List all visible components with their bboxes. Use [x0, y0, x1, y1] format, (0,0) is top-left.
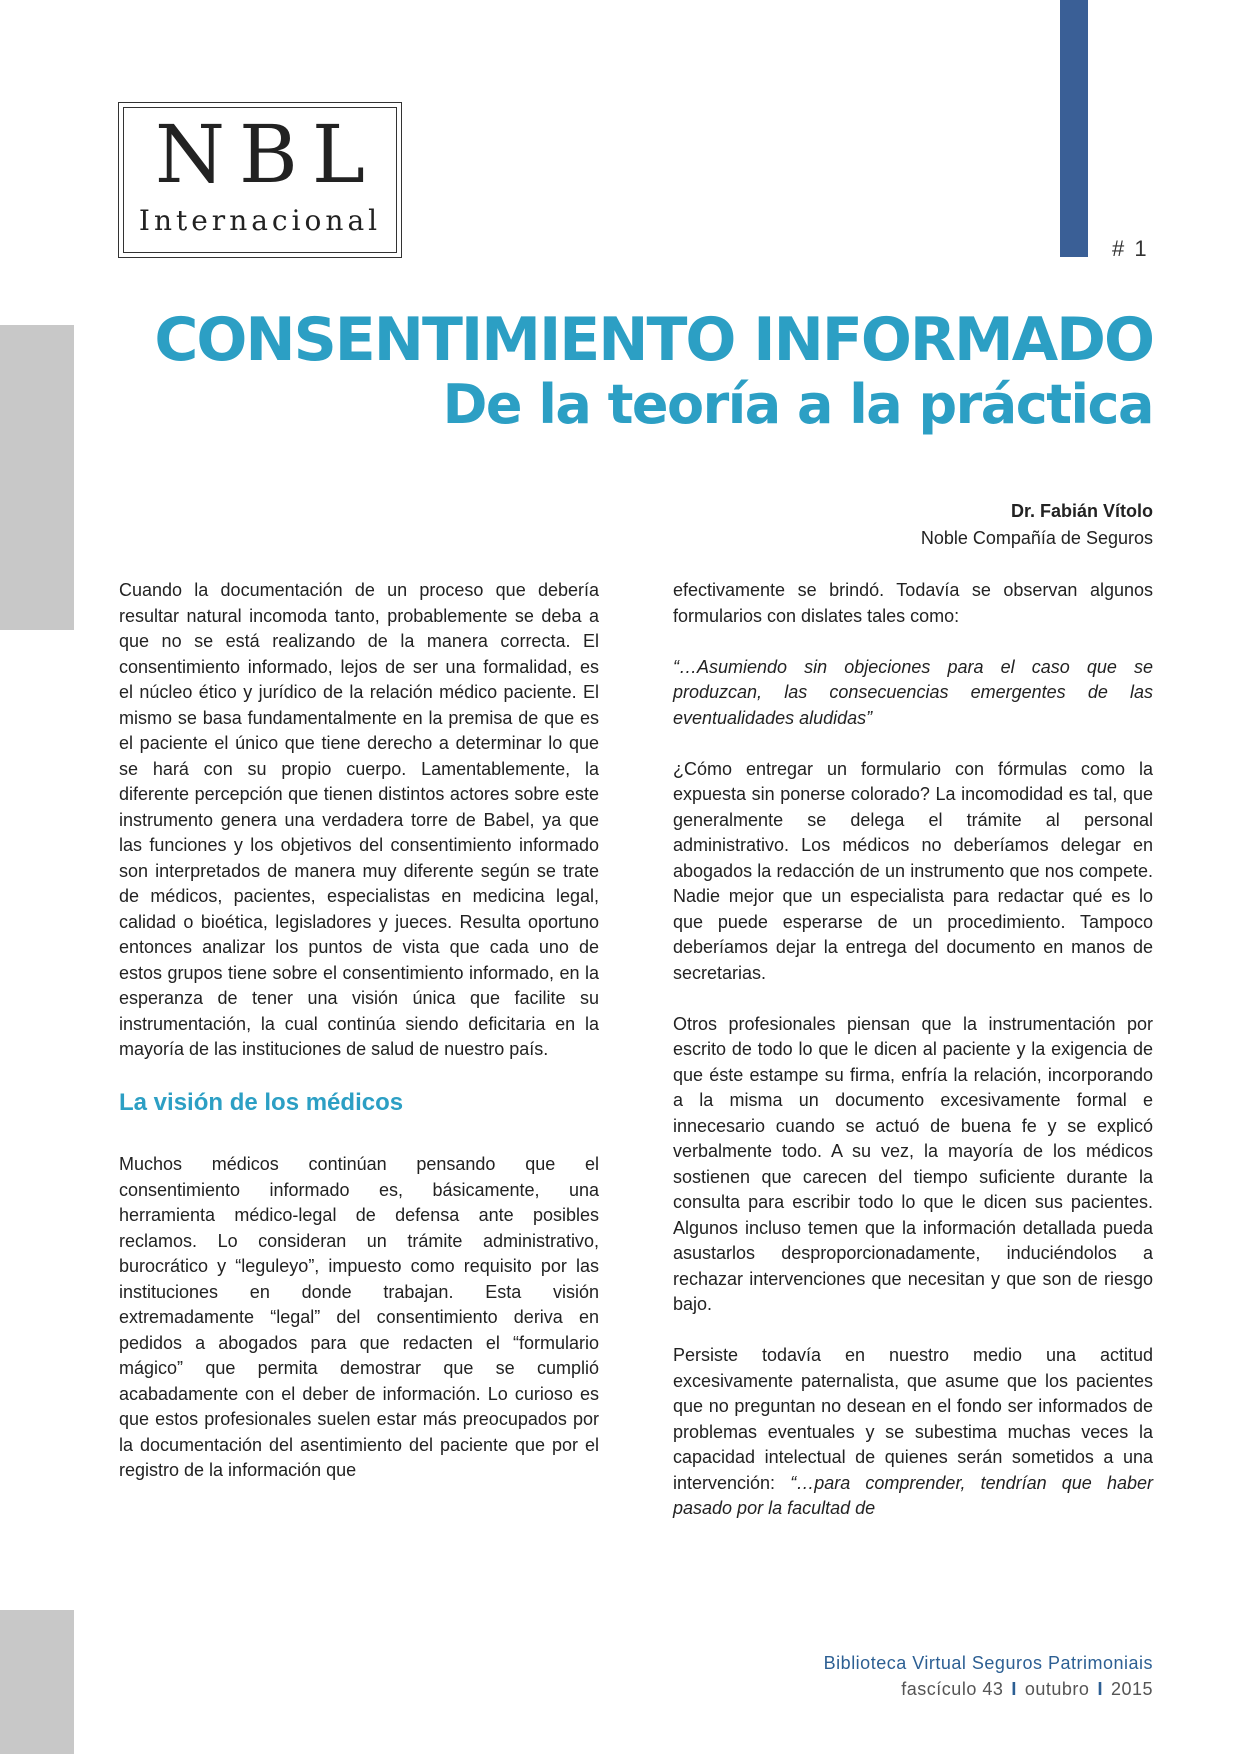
continuation-paragraph: efectivamente se brindó. Todavía se observan algunos formularios con dislates tales como:: [673, 580, 1153, 626]
footer-separator: I: [1011, 1679, 1017, 1699]
author-affiliation: Noble Compañía de Seguros: [920, 528, 1153, 548]
paragraph-3: [673, 1343, 1153, 1522]
footer-publication: Biblioteca Virtual Seguros Patrimoniais: [823, 1653, 1153, 1673]
paragraph-2: Otros profesionales piensan que la instrumentación por escrito de todo lo que le dicen al paciente y la exigencia de que éste estampe su firma, enfría la relación, incorporando a la misma un documento excesivamente formal e innecesario cuando se actuó de buena fe y se explicó verbalmente todo. A su vez, la mayoría de los médicos sostienen que carecen del tiempo suficiente durante la consulta para escribir todo lo que le dicen sus pacientes. Algunos incluso temen que la información detallada pueda asustarlos desproporcionadamente, induciéndolos a rechazar intervenciones que necesitan y que son de riesgo bajo.: [673, 1013, 1153, 1314]
footer-year: 2015: [1110, 1679, 1153, 1699]
right-column: [673, 578, 1153, 1522]
quoted-form-text: “…Asumiendo sin objeciones para el caso que se produzcan, las consecuencias emergentes de las eventualidades aludidas”: [673, 656, 1153, 728]
intro-paragraph: Cuando la documentación de un proceso que debería resultar natural incomoda tanto, probablemente se deba a que no se está realizando de la manera correcta. El consentimiento informado, lejos de ser una formalidad, es el núcleo ético y jurídico de la relación médico paciente. El mismo se basa fundamentalmente en la premisa de que es el paciente el único que tiene derecho a determinar lo que se hará con su propio cuerpo. Lamentablemente, la diferente percepción que tienen distintos actores sobre este instrumento genera una verdadera torre de Babel, ya que las funciones y los objetivos del consentimiento informado son interpretados de manera muy diferente según se trate de médicos, pacientes, especialistas en medicina legal, calidad o bioética, legisladores y jueces. Resulta oportuno entonces analizar los puntos de vista que cada uno de estos grupos tiene sobre el consentimiento informado, en la esperanza de tener una visión única que facilite su instrumentación, la cual continúa siendo deficitaria en la mayoría de las instituciones de salud de nuestro país.: [119, 580, 599, 1059]
author-name: Dr. Fabián Vítolo: [1010, 501, 1153, 521]
nbl-logo: [118, 102, 402, 258]
logo-main-text: NBL: [155, 108, 379, 201]
paragraph-3-quote: “…para comprender, tendrían que haber pasado por la facultad de: [673, 1472, 1154, 1518]
section-paragraph: Muchos médicos continúan pensando que el consentimiento informado es, básicamente, una herramienta médico-legal de defensa ante posibles reclamos. Lo consideran un trámite administrativo, burocrático y “leguleyo”, impuesto como requisito por las instituciones en donde trabajan. Esta visión extremadamente “legal” del consentimiento deriva en pedidos a abogados para que redacten el “formulario mágico” que permita demostrar que se cumplió acabadamente con el deber de información. Lo curioso es que estos profesionales suelen estar más preocupados por la documentación del asentimiento del paciente que por el registro de la información que: [119, 1154, 599, 1480]
section-heading: La visión de los médicos: [119, 1089, 404, 1116]
left-decorative-bar-bottom: [0, 1610, 74, 1754]
footer-separator: I: [1097, 1679, 1103, 1699]
paragraph-3-text: Persiste todavía en nuestro medio una actitud excesivamente paternalista, que asume que los pacientes que no preguntan no desean en el fondo ser informados de problemas eventuales y se subestima muchas veces la capacidad intelectual de quienes serán sometidos a una intervención:: [673, 1345, 1153, 1493]
footer-month: outubro: [1024, 1679, 1090, 1699]
left-column: [119, 578, 599, 1484]
left-decorative-bar-top: [0, 325, 74, 630]
article-title: CONSENTIMIENTO INFORMADO: [154, 305, 1153, 375]
logo-sub-text: Internacional: [138, 204, 382, 237]
footer-issue-line: [824, 1676, 1153, 1702]
footer-fascicle: fascículo 43: [901, 1679, 1004, 1699]
issue-number: # 1: [1112, 236, 1149, 261]
top-blue-accent-bar: [1060, 0, 1088, 257]
article-subtitle: De la teoría a la práctica: [442, 373, 1153, 436]
page-footer: [824, 1650, 1153, 1702]
paragraph-1: ¿Cómo entregar un formulario con fórmulas como la expuesta sin ponerse colorado? La incomodidad es tal, que generalmente se delega el trámite al personal administrativo. Los médicos no deberíamos delegar en abogados la redacción de un instrumento que nos compete. Nadie mejor que un especialista para redactar qué es lo que puede esperarse de un procedimiento. Tampoco deberíamos dejar la entrega del documento en manos de secretarias.: [673, 758, 1153, 983]
author-block: [921, 498, 1153, 552]
